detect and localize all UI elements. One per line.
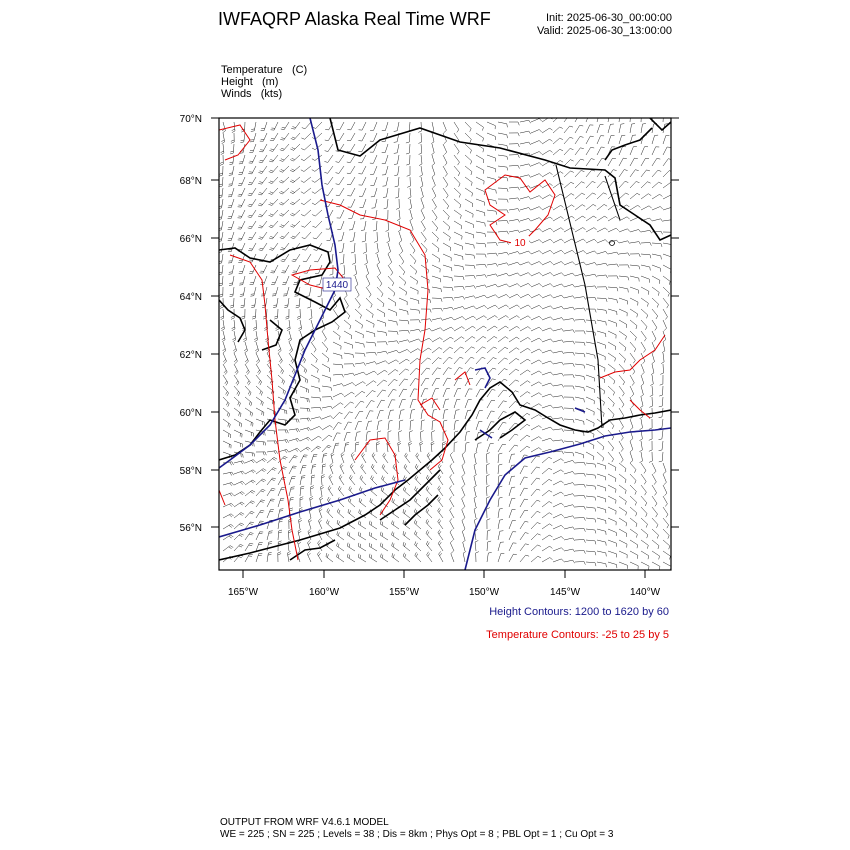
lon-label-145w: 145°W [549, 587, 581, 598]
field-winds: Winds (kts) [221, 88, 283, 100]
lon-label-150w: 150°W [468, 587, 500, 598]
plot-title: IWFAQRP Alaska Real Time WRF [218, 9, 491, 29]
lat-label-62n: 62°N [179, 350, 202, 361]
field-height: Height (m) [221, 76, 279, 88]
lat-label-64n: 64°N [179, 292, 202, 303]
lat-label-70n: 70°N [179, 114, 202, 125]
valid-time: Valid: 2025-06-30_13:00:00 [537, 25, 672, 37]
height-contours [219, 118, 671, 570]
model-info-footer [220, 817, 613, 841]
init-time: Init: 2025-06-30_00:00:00 [546, 12, 672, 24]
lon-label-140w: 140°W [629, 587, 661, 598]
wind-barbs [218, 112, 674, 570]
lon-label-155w: 155°W [388, 587, 420, 598]
svg-text:1440: 1440 [325, 280, 349, 291]
lat-label-68n: 68°N [179, 176, 202, 187]
lat-label-66n: 66°N [179, 234, 202, 245]
model-version: OUTPUT FROM WRF V4.6.1 MODEL [220, 817, 389, 828]
svg-text:10: 10 [514, 238, 526, 249]
model-settings: WE = 225 ; SN = 225 ; Levels = 38 ; Dis = 8km ; Phys Opt = 8 ; PBL Opt = 1 ; Cu Opt = 3 [220, 829, 614, 840]
lat-label-60n: 60°N [179, 408, 202, 419]
latitude-labels [180, 114, 202, 534]
station-marker [610, 241, 615, 246]
height-contour-label [323, 278, 351, 291]
lat-label-56n: 56°N [179, 523, 202, 534]
lon-label-165w: 165°W [227, 587, 259, 598]
temperature-contour-label [511, 236, 529, 249]
lon-label-160w: 160°W [308, 587, 340, 598]
lat-label-58n: 58°N [179, 466, 202, 477]
temperature-contour-legend: Temperature Contours: -25 to 25 by 5 [486, 629, 669, 641]
longitude-labels [228, 587, 661, 598]
map-frame [219, 118, 671, 570]
field-temperature: Temperature (C) [221, 64, 308, 76]
height-contour-legend: Height Contours: 1200 to 1620 by 60 [489, 606, 669, 618]
